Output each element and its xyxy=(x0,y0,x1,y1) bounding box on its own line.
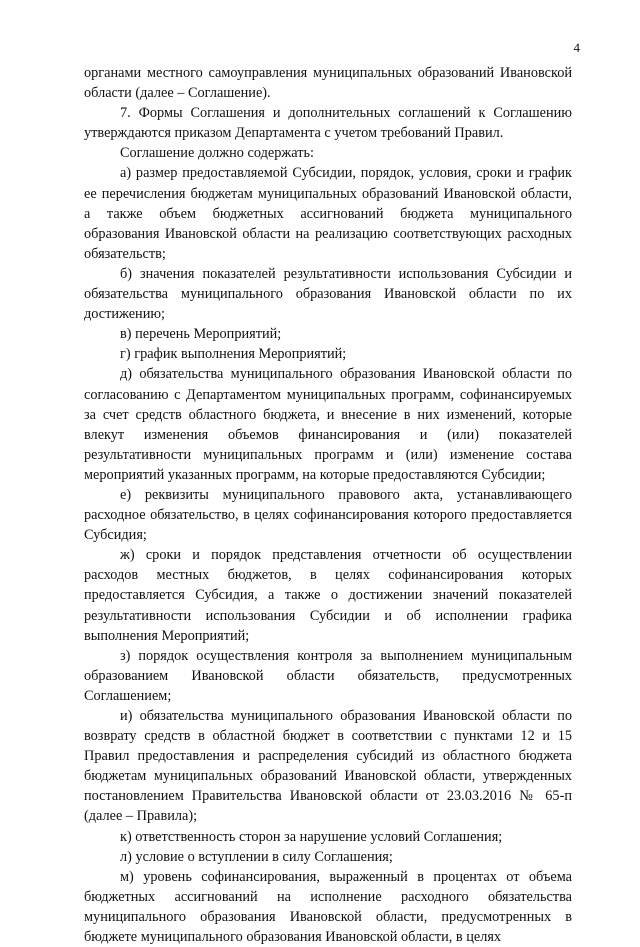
paragraph-b: б) значения показателей результативности использования Субсидии и обязательства муниципального образования Ивановской области по их достижению; xyxy=(84,265,572,323)
paragraph-continuation: органами местного самоуправления муниципальных образований Ивановской области (далее – Соглашение). xyxy=(84,65,572,102)
page-number: 4 xyxy=(573,40,580,55)
paragraph-a: а) размер предоставляемой Субсидии, порядок, условия, сроки и график ее перечисления бюджетам муниципальных образований Ивановской области, а также объем бюджетных ассигнований бюджета муниципального образования Ивановской области на реализацию соответствующих расходных обязательств; xyxy=(84,165,572,262)
paragraph-k: к) ответственность сторон за нарушение условий Соглашения; xyxy=(120,828,503,845)
paragraph-i: и) обязательства муниципального образования Ивановской области по возврату средств в областной бюджет в соответствии с пунктами 12 и 15 Правил предоставления и распределения субсидий из областного бюджета бюджетам муниципальных образований Ивановской области, утвержденных постановлением Правительства Ивановской области от 23.03.2016 № 65-п (далее – Правила); xyxy=(84,708,572,825)
paragraph-item-7: 7. Формы Соглашения и дополнительных соглашений к Соглашению утверждаются приказом Департамента с учетом требований Правил. xyxy=(84,105,572,142)
paragraph-v: в) перечень Мероприятий; xyxy=(120,326,282,343)
paragraph-d: д) обязательства муниципального образования Ивановской области по согласованию с Департаментом муниципальных программ, софинансируемых за счет средств областного бюджета, и внесение в них изменений, которые влекут изменения объемов финансирования и (или) показателей результативности муниципальных программ и (или) изменение состава мероприятий указанных программ, на которые предоставляются Субсидии; xyxy=(84,366,572,483)
paragraph-l: л) условие о вступлении в силу Соглашения; xyxy=(120,848,393,865)
document-body xyxy=(84,63,572,947)
paragraph-m: м) уровень софинансирования, выраженный в процентах от объема бюджетных ассигнований на исполнение расходного обязательства муниципального образования Ивановской области, предусмотренных в бюджете муниципального образования Ивановской области, в целях xyxy=(84,868,572,946)
paragraph-agreement-contents: Соглашение должно содержать: xyxy=(120,145,314,162)
paragraph-zh: ж) сроки и порядок представления отчетности об осуществлении расходов местных бюджетов, в целях софинансирования которых предоставляется Субсидия, а также о достижении значений показателей результативности использования Субсидии и об исполнении графика выполнения Мероприятий; xyxy=(84,547,572,644)
paragraph-e: е) реквизиты муниципального правового акта, устанавливающего расходное обязательство, в целях софинансирования которого предоставляется Субсидия; xyxy=(84,486,572,544)
paragraph-g: г) график выполнения Мероприятий; xyxy=(120,346,347,363)
paragraph-z: з) порядок осуществления контроля за выполнением муниципальным образованием Ивановской области обязательств, предусмотренных Соглашением; xyxy=(84,647,572,704)
